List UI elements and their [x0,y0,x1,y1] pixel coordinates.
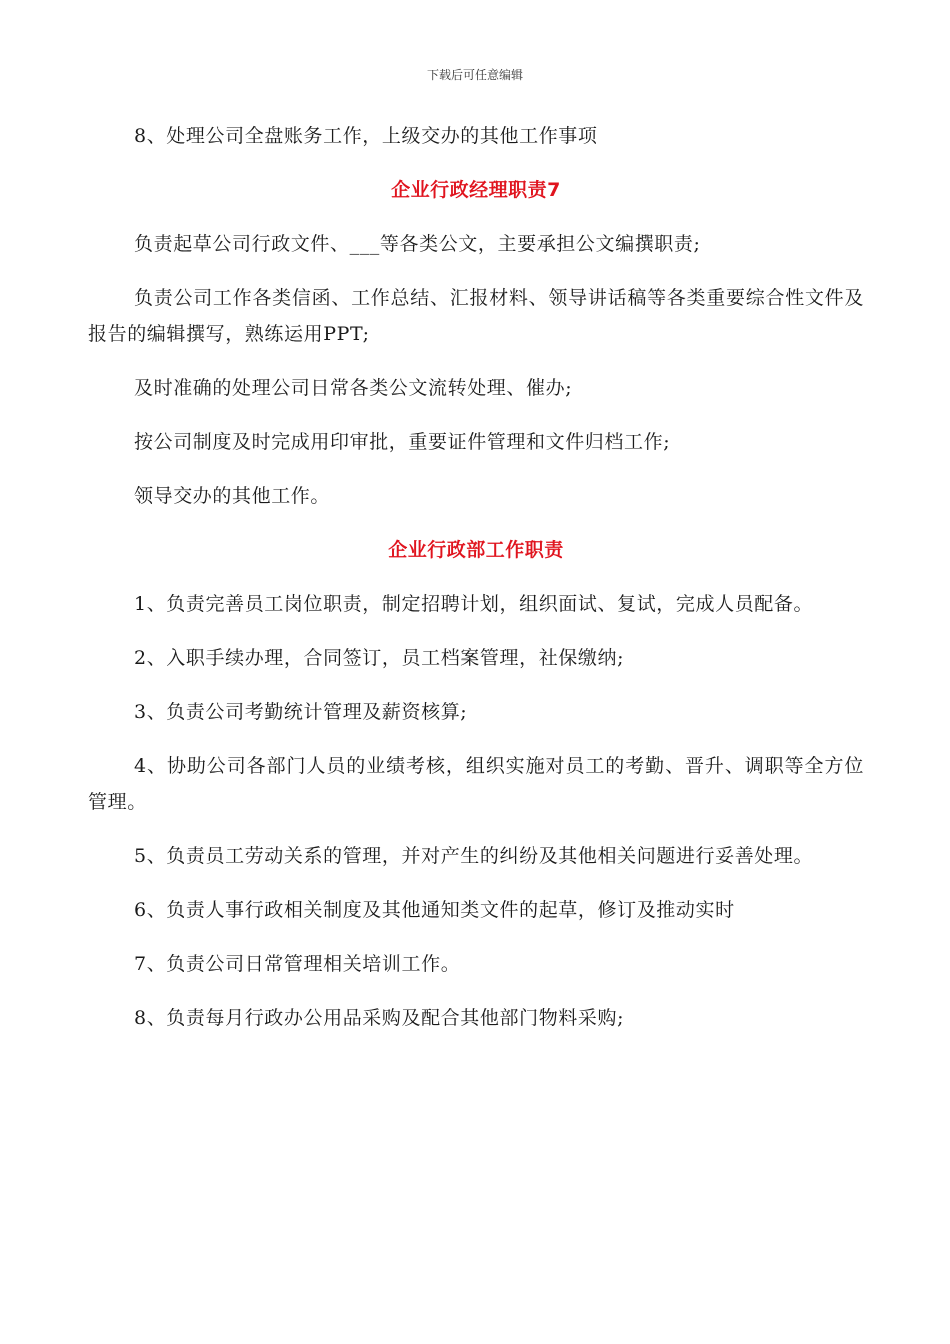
paragraph: 8、负责每月行政办公用品采购及配合其他部门物料采购; [134,1007,625,1029]
paragraph: 3、负责公司考勤统计管理及薪资核算; [134,701,468,723]
document-body [88,118,864,1054]
section-heading: 企业行政经理职责7 [391,179,561,201]
paragraph: 2、入职手续办理，合同签订，员工档案管理，社保缴纳; [134,647,625,669]
paragraph: 6、负责人事行政相关制度及其他通知类文件的起草，修订及推动实时 [134,899,735,921]
paragraph: 1、负责完善员工岗位职责，制定招聘计划，组织面试、复试，完成人员配备。 [134,593,814,615]
header-note: 下载后可任意编辑 [426,68,523,82]
paragraph: 5、负责员工劳动关系的管理，并对产生的纠纷及其他相关问题进行妥善处理。 [134,845,814,867]
section-heading: 企业行政部工作职责 [388,539,564,561]
paragraph: 8、处理公司全盘账务工作，上级交办的其他工作事项 [134,125,598,147]
paragraph: 按公司制度及时完成用印审批，重要证件管理和文件归档工作; [134,431,671,453]
paragraph: 负责公司工作各类信函、工作总结、汇报材料、领导讲话稿等各类重要综合性文件及报告的编辑撰写，熟练运用PPT; [88,287,864,345]
paragraph: 负责起草公司行政文件、___等各类公文，主要承担公文编撰职责; [134,233,701,255]
paragraph: 7、负责公司日常管理相关培训工作。 [134,953,461,975]
paragraph: 及时准确的处理公司日常各类公文流转处理、催办; [134,377,573,399]
paragraph: 4、协助公司各部门人员的业绩考核，组织实施对员工的考勤、晋升、调职等全方位管理。 [88,755,864,813]
paragraph: 领导交办的其他工作。 [134,485,331,507]
